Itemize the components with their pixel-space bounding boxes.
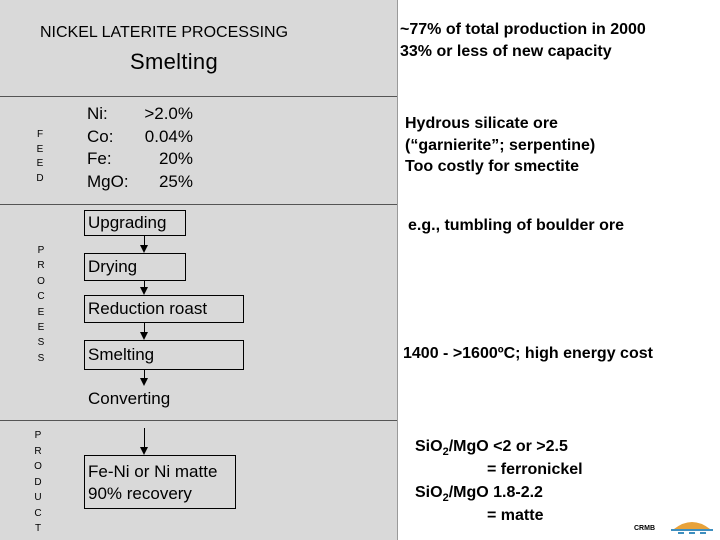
arrow-down-icon <box>140 245 148 253</box>
arrow-line <box>144 236 145 245</box>
step-reduction-roast: Reduction roast <box>84 295 244 323</box>
ore-mineralogy: (“garnierite”; serpentine) <box>405 136 596 154</box>
arrow-line <box>144 323 145 332</box>
smectite-note: Too costly for smectite <box>405 158 579 175</box>
formula-part: SiO <box>415 438 443 455</box>
step-smelting: Smelting <box>84 340 244 370</box>
formula-subscript: 2 <box>442 492 449 505</box>
feed-value: 25% <box>158 171 193 191</box>
product-recovery: 90% recovery <box>88 484 192 503</box>
divider-process <box>0 204 397 205</box>
feed-value: >2.0% <box>144 104 193 123</box>
feed-row-fe <box>87 148 193 171</box>
arrow-line <box>144 428 145 447</box>
feed-row-ni <box>87 103 193 126</box>
ratio-matte <box>415 481 583 504</box>
smelting-note: 1400 - >1600ºC; high energy cost <box>403 345 653 362</box>
formula-part: /MgO 1.8-2.2 <box>448 484 543 501</box>
upgrading-note: e.g., tumbling of boulder ore <box>408 217 624 234</box>
feed-row-co <box>87 126 193 149</box>
formula-subscript: 2 <box>442 446 449 459</box>
logo-text: CRMB <box>634 525 655 532</box>
feed-composition-table <box>87 103 193 193</box>
ratio-ferronickel <box>415 435 583 458</box>
feed-element: Fe: <box>87 149 112 168</box>
product-name: Fe-Ni or Ni matte <box>88 462 218 481</box>
slide-title: NICKEL LATERITE PROCESSING <box>40 24 289 41</box>
feed-side-label: F E E D <box>36 129 44 184</box>
feed-row-mgo <box>87 171 193 194</box>
formula-part: SiO <box>415 484 443 501</box>
arrow-line <box>144 370 145 378</box>
organization-logo-icon <box>668 517 716 535</box>
step-converting: Converting <box>88 389 171 408</box>
feed-element: MgO: <box>87 171 129 191</box>
step-product <box>84 455 236 509</box>
formula-part: /MgO <2 or >2.5 <box>448 438 568 455</box>
step-upgrading: Upgrading <box>84 210 186 236</box>
product-side-label: P R O D U C T <box>34 430 42 534</box>
matte-result: = matte <box>487 507 544 524</box>
production-note <box>400 19 646 62</box>
arrow-down-icon <box>140 447 148 455</box>
production-share: ~77% of total production in 2000 <box>400 21 646 38</box>
step-drying: Drying <box>84 253 186 281</box>
slide-subtitle: Smelting <box>130 49 218 74</box>
process-side-label: P R O C E E S S <box>37 245 45 364</box>
arrow-down-icon <box>140 332 148 340</box>
ore-type-note <box>405 113 595 178</box>
arrow-down-icon <box>140 287 148 295</box>
arrow-down-icon <box>140 378 148 386</box>
feed-value: 20% <box>158 149 193 168</box>
feed-element: Co: <box>87 126 114 146</box>
feed-element: Ni: <box>87 104 108 123</box>
new-capacity-share: 33% or less of new capacity <box>400 42 612 60</box>
divider-feed <box>0 96 397 97</box>
ferronickel-result: = ferronickel <box>487 461 583 478</box>
feed-value: 0.04% <box>144 126 193 146</box>
divider-product <box>0 420 397 421</box>
ore-type: Hydrous silicate ore <box>405 115 558 132</box>
product-chemistry-note <box>415 435 583 527</box>
